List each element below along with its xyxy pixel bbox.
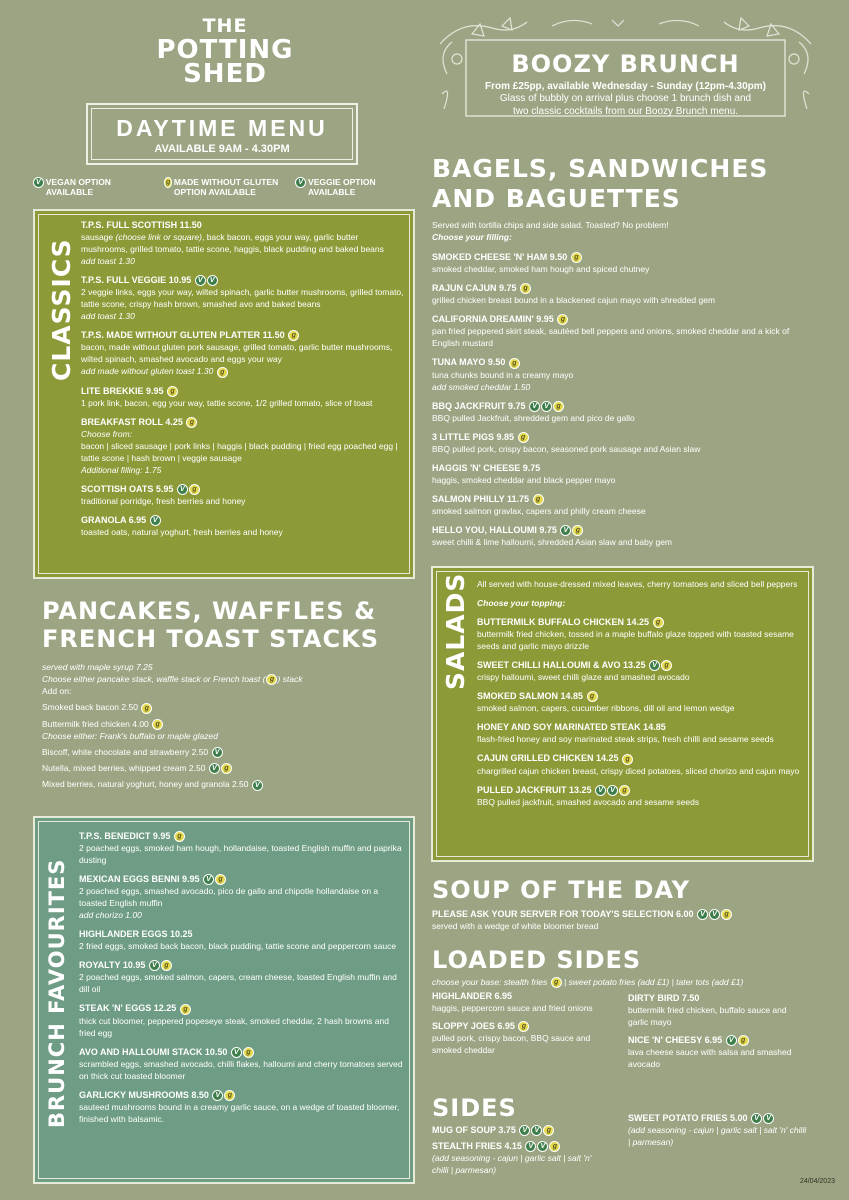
salads-items [477, 578, 802, 815]
vegan-icon: V [519, 1125, 530, 1136]
bagels-title-1: BAGELS, SANDWICHES [432, 154, 769, 183]
menu-item: SMOKED CHEESE 'N' HAM 9.50 g smoked cheddar, smoked ham hough and spiced chutney [432, 252, 650, 275]
veggie-icon: V [209, 763, 220, 774]
boozy-brunch-banner [432, 14, 819, 126]
gluten-free-icon: g [161, 960, 172, 971]
menu-item: AVO AND HALLOUMI STACK 10.50 V g scrambled eggs, smashed avocado, chilli flakes, halloumi and cherry tomatoes served on thick cut toasted bloomer [79, 1046, 403, 1081]
menu-item: SALMON PHILLY 11.75 g smoked salmon gravlax, capers and philly cream cheese [432, 493, 646, 516]
boozy-brunch-line-2: Glass of bubbly on arrival plus choose 1 brunch dish and [499, 93, 752, 104]
veggie-icon: V [560, 525, 571, 536]
veggie-icon: V [541, 401, 552, 412]
gluten-free-icon: g [738, 1035, 749, 1046]
loaded-sides-section: LOADED SIDES choose your base: stealth fries g | sweet potato fries (add £1) | tater tots (add £1) HIGHLANDER 6.95 haggis, peppercorn sauce and fried onions SLOPPY JOES 6.95 g pulled pork, crispy bacon, BBQ sauce and smoked cheddar DIRTY BIRD 7.50 buttermilk fried chicken, buffalo sauce and garlic mayo NICE 'N' CHEESY 6.95 V g lava cheese sauce with salsa and smashed avocado [432, 946, 812, 1090]
soup-title: SOUP OF THE DAY [432, 876, 691, 904]
menu-item: SWEET CHILLI HALLOUMI & AVO 13.25 V g crispy halloumi, sweet chilli glaze and smashed avocado [477, 660, 690, 683]
daytime-title: DAYTIME MENU [116, 115, 328, 141]
pancakes-title-2: FRENCH TOAST STACKS [42, 625, 379, 653]
menu-item: SMOKED SALMON 14.85 g smoked salmon, capers, cucumber ribbons, dill oil and lemon wedge [477, 691, 735, 714]
gluten-free-icon: g [557, 314, 568, 325]
menu-item: CALIFORNIA DREAMIN' 9.95 g pan fried peppered skirt steak, sautéed bell peppers and onions, smoked cheddar and a kick of English mustard [432, 314, 790, 349]
gluten-free-icon: g [661, 660, 672, 671]
gluten-free-icon: g [166, 179, 171, 186]
veggie-icon: V [709, 909, 720, 920]
vegan-icon: V [33, 177, 44, 188]
salads-intro: All served with house-dressed mixed leaves, cherry tomatoes and sliced bell peppers [477, 579, 798, 589]
pancakes-title-1: PANCAKES, WAFFLES & [42, 597, 376, 625]
logo-line-1: THE [202, 15, 248, 37]
gluten-free-icon: g [518, 432, 529, 443]
gluten-free-icon: g [186, 417, 197, 428]
veggie-icon: V [607, 785, 618, 796]
gluten-free-icon: g [622, 754, 633, 765]
vegan-icon: V [697, 909, 708, 920]
vegan-icon: V [525, 1141, 536, 1152]
daytime-menu-box [86, 103, 358, 165]
menu-item: GRANOLA 6.95 V toasted oats, natural yoghurt, fresh berries and honey [81, 514, 283, 537]
pancakes-addon-label: Add on: [42, 686, 72, 697]
sides-title: SIDES [432, 1094, 517, 1122]
veggie-icon: V [763, 1113, 774, 1124]
menu-date: 24/04/2023 [799, 1178, 835, 1185]
sides-section: SIDES MUG OF SOUP 3.75 V V g STEALTH FRIES 4.15 V V g (add seasoning - cajun | garlic salt | salt 'n' chilli | parmesan) SWEET POTATO FRIES 5.00 V V (add seasoning - cajun | garlic salt | salt 'n' chilli | parmesan) [432, 1094, 812, 1194]
legend-vegan: VEGAN OPTION AVAILABLE [45, 177, 111, 197]
brunch-items [79, 830, 407, 1132]
menu-item: HIGHLANDER EGGS 10.25 2 fried eggs, smoked back bacon, black pudding, tattie scone and peppercorn sauce [79, 929, 397, 952]
veggie-icon: V [252, 780, 263, 791]
gluten-free-icon: g [266, 674, 277, 685]
menu-item: HAGGIS 'N' CHEESE 9.75 haggis, smoked cheddar and black pepper mayo [432, 462, 616, 485]
salads-choose: Choose your topping: [477, 598, 566, 608]
bagels-choose: Choose your filling: [432, 232, 512, 242]
legend-veggie: VEGGIE OPTION AVAILABLE [308, 177, 376, 197]
veggie-icon: V [726, 1035, 737, 1046]
gluten-free-icon: g [152, 719, 163, 730]
gluten-free-icon: g [189, 484, 200, 495]
gluten-free-icon: g [217, 367, 228, 378]
gluten-free-icon: g [549, 1141, 560, 1152]
gluten-free-icon: g [543, 1125, 554, 1136]
menu-item: ROYALTY 10.95 V g 2 poached eggs, smoked salmon, capers, cream cheese, toasted English muffin and dill oil [79, 960, 397, 995]
menu-item: RAJUN CAJUN 9.75 g grilled chicken breast bound in a blackened cajun mayo with shredded gem [432, 283, 716, 306]
legend-gf: MADE WITHOUT GLUTEN OPTION AVAILABLE [173, 177, 279, 197]
menu-item: BUTTERMILK BUFFALO CHICKEN 14.25 g buttermilk fried chicken, tossed in a maple buffalo glaze topped with toasted sesame seeds and garlic mayo drizzle [477, 617, 794, 652]
classics-title: CLASSICS [47, 238, 76, 381]
gluten-free-icon: g [653, 617, 664, 628]
menu-item: PULLED JACKFRUIT 13.25 V V g BBQ pulled jackfruit, smashed avocado and sesame seeds [477, 784, 700, 807]
gluten-free-icon: g [587, 691, 598, 702]
gluten-free-icon: g [551, 977, 562, 988]
gluten-free-icon: g [167, 386, 178, 397]
veggie-icon: V [212, 747, 223, 758]
classics-items [81, 219, 407, 545]
brunch-favourites-panel [33, 816, 415, 1184]
salads-panel [431, 566, 814, 862]
veggie-icon: V [203, 874, 214, 885]
classics-panel [33, 209, 415, 579]
pancakes-section: PANCAKES, WAFFLES & FRENCH TOAST STACKS served with maple syrup 7.25 Choose either pancake stack, waffle stack or French toast ( g ) stack Add on: Smoked back bacon 2.50 g Buttermilk fried chicken 4.00 g Choose either: Frank's buffalo or maple glazed Biscoff, white chocolate and strawberry 2.50 V Nutella, mixed berries, whipped cream 2.50 V g Mixed berries, natural yoghurt, honey and granola 2.50 V [42, 597, 412, 791]
veggie-icon: V [531, 1125, 542, 1136]
menu-item: BREAKFAST ROLL 4.25 g Choose from: bacon | sliced sausage | pork links | haggis | black pudding | fried egg poached egg | tattie scone | hash brown | veggie sausage Additional filling: 1.75 [81, 416, 398, 475]
menu-item: HELLO YOU, HALLOUMI 9.75 V g sweet chilli & lime halloumi, shredded Asian slaw and baby gem [432, 524, 673, 547]
menu-item: STEAK 'N' EGGS 12.25 g thick cut bloomer, peppered popeseye steak, smoked cheddar, 2 hash browns and fried egg [79, 1003, 389, 1038]
soup-section: SOUP OF THE DAY PLEASE ASK YOUR SERVER FOR TODAY'S SELECTION 6.00 V V g served with a wedge of white bloomer bread [432, 876, 812, 932]
gluten-free-icon: g [571, 252, 582, 263]
menu-item: CAJUN GRILLED CHICKEN 14.25 g chargrilled cajun chicken breast, crispy diced potatoes, sliced chorizo and cajun mayo [477, 753, 800, 776]
veggie-icon: V [212, 1090, 223, 1101]
veggie-icon: V [149, 960, 160, 971]
menu-item: T.P.S. BENEDICT 9.95 g 2 poached eggs, smoked ham hough, hollandaise, toasted English muffin and paprika dusting [79, 831, 402, 866]
veggie-icon: V [231, 1047, 242, 1058]
menu-item: 3 LITTLE PIGS 9.85 g BBQ pulled pork, crispy bacon, seasoned pork sausage and Asian slaw [432, 431, 701, 454]
dietary-legend [32, 177, 422, 197]
boozy-brunch-price: From £25pp, available Wednesday - Sunday (12pm-4.30pm) [484, 81, 766, 92]
veggie-icon: V [177, 484, 188, 495]
veggie-icon: V [537, 1141, 548, 1152]
veggie-icon: V [150, 515, 161, 526]
boozy-brunch-line-3: two classic cocktails from our Boozy Brunch menu. [512, 106, 739, 117]
logo-line-2: POTTING [156, 35, 294, 65]
menu-item: SCOTTISH OATS 5.95 V g traditional porridge, fresh berries and honey [81, 483, 246, 506]
veggie-icon: V [207, 275, 218, 286]
vegan-icon: V [595, 785, 606, 796]
gluten-free-icon: g [288, 330, 299, 341]
vegan-icon: V [751, 1113, 762, 1124]
bagels-items [432, 251, 812, 548]
pancakes-price: served with maple syrup 7.25 [42, 662, 153, 672]
gluten-free-icon: g [243, 1047, 254, 1058]
menu-item: GARLICKY MUSHROOMS 8.50 V g sauteed mushrooms bound in a creamy garlic sauce, on a wedge of toasted bloomer, finished with balsamic. [79, 1089, 400, 1124]
menu-item: T.P.S. FULL VEGGIE 10.95 V V 2 veggie links, eggs your way, wilted spinach, garlic butter mushrooms, grilled tomato, tattie scone, crispy hash brown, smashed avo and baked beans add toast 1.30 [81, 275, 404, 322]
menu-item: MEXICAN EGGS BENNI 9.95 V g 2 poached eggs, smashed avocado, pico de gallo and chipotle hollandaise on a toasted English muffin add chorizo 1.00 [79, 874, 379, 921]
salads-title: SALADS [441, 572, 470, 690]
loaded-title: LOADED SIDES [432, 946, 642, 974]
gluten-free-icon: g [520, 283, 531, 294]
menu-item: BBQ JACKFRUIT 9.75 V V g BBQ pulled Jackfruit, shredded gem and pico de gallo [432, 400, 635, 423]
menu-item: TUNA MAYO 9.50 g tuna chunks bound in a creamy mayo add smoked cheddar 1.50 [432, 357, 574, 392]
menu-item: T.P.S. MADE WITHOUT GLUTEN PLATTER 11.50 g bacon, made without gluten pork sausage, grilled tomato, garlic butter mushrooms, wilted spinach, smashed avocado and eggs your way add made without gluten toast 1.30 g [81, 330, 393, 377]
logo [150, 14, 300, 89]
gluten-free-icon: g [174, 831, 185, 842]
menu-item: T.P.S. FULL SCOTTISH 11.50 sausage (choose link or square), back bacon, eggs your way, garlic butter mushrooms, grilled tomato, tattie scone, haggis, black pudding and baked beans add toast 1.30 [81, 220, 384, 266]
gluten-free-icon: g [221, 763, 232, 774]
gluten-free-icon: g [509, 358, 520, 369]
gluten-free-icon: g [180, 1004, 191, 1015]
gluten-free-icon: g [518, 1021, 529, 1032]
bagels-section [432, 154, 812, 555]
logo-line-3: SHED [183, 59, 267, 89]
gluten-free-icon: g [533, 494, 544, 505]
vegan-icon: V [195, 275, 206, 286]
menu-item: LITE BREKKIE 9.95 g 1 pork link, bacon, egg your way, tattie scone, 1/2 grilled tomato, slice of toast [81, 385, 373, 408]
daytime-subtitle: AVAILABLE 9AM - 4.30PM [154, 143, 290, 155]
bagels-title-2: AND BAGUETTES [432, 184, 681, 213]
gluten-free-icon: g [553, 401, 564, 412]
gluten-free-icon: g [619, 785, 630, 796]
gluten-free-icon: g [141, 703, 152, 714]
vegan-icon: V [529, 401, 540, 412]
gluten-free-icon: g [215, 874, 226, 885]
gluten-free-icon: g [572, 525, 583, 536]
gluten-free-icon: g [721, 909, 732, 920]
brunch-title: BRUNCH FAVOURITES [45, 858, 69, 1128]
boozy-brunch-title: BOOZY BRUNCH [511, 50, 740, 78]
veggie-icon: V [295, 177, 306, 188]
menu-item: HONEY AND SOY MARINATED STEAK 14.85 flash-fried honey and soy marinated steak strips, fresh chilli and sesame seeds [477, 722, 774, 745]
bagels-intro: Served with tortilla chips and side salad. Toasted? No problem! [432, 220, 669, 230]
veggie-icon: V [649, 660, 660, 671]
gluten-free-icon: g [224, 1090, 235, 1101]
